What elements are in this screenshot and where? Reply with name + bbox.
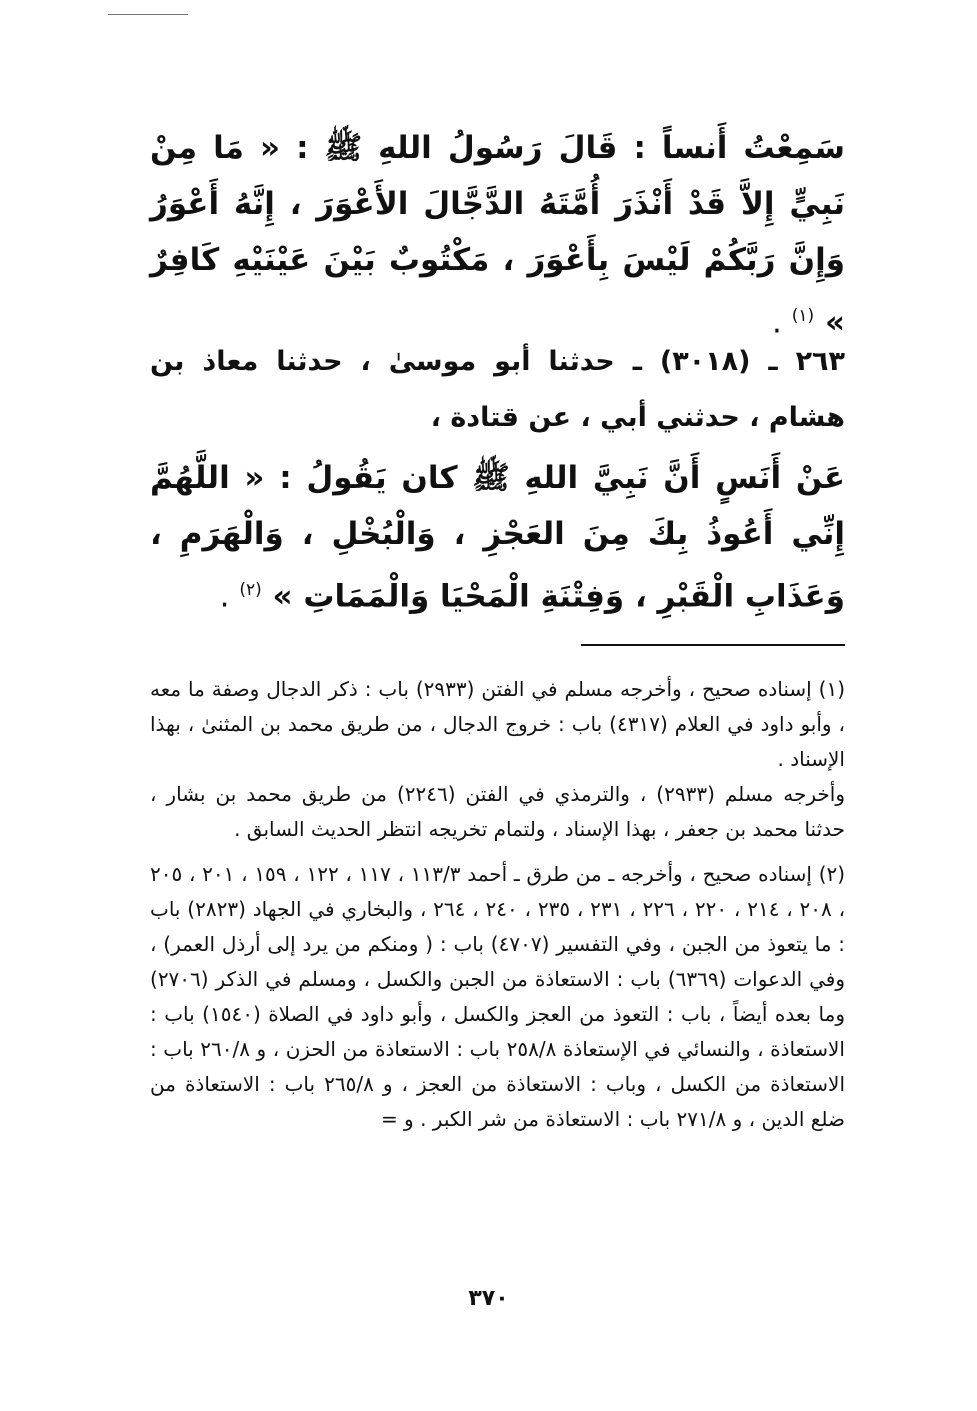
hadith-263-text-block bbox=[150, 450, 845, 624]
footnote-mark-2: (٢) bbox=[239, 580, 262, 600]
footnote-mark-1: (١) bbox=[791, 306, 815, 326]
footnote-1-para-2: وأخرجه مسلم (٢٩٣٣) ، والترمذي في الفتن (٢٢٤٦) من طريق محمد بن بشار ، حدثنا محمد بن جعفر ، بهذا الإسناد ، ولتمام تخريجه انتظر الحديث السابق . bbox=[150, 782, 845, 841]
page-number: ٣٧٠ bbox=[468, 1286, 509, 1311]
footnotes-section bbox=[150, 672, 845, 1137]
hadith-prev-body: سَمِعْتُ أَنساً : قَالَ رَسُولُ اللهِ ﷺ : « مَا مِنْ نَبِيٍّ إِلاَّ قَدْ أَنْذَرَ أُمَّتَهُ الدَّجَّالَ الأَعْوَرَ ، إِنَّهُ أَعْوَرُ وَإِنَّ رَبَّكُمْ لَيْسَ بِأَعْوَرَ ، مَكْتُوبٌ بَيْنَ عَيْنَيْهِ كَافِرٌ » bbox=[150, 130, 845, 341]
hadith-263-text bbox=[150, 450, 845, 624]
hadith-263-end: . bbox=[219, 578, 240, 615]
hadith-prev-text bbox=[150, 120, 845, 350]
hadith-prev-end: . bbox=[772, 304, 792, 341]
footnote-1-para-1: (١) إسناده صحيح ، وأخرجه مسلم في الفتن (٢٩٣٣) باب : ذكر الدجال وصفة ما معه ، وأبو داود في العلام (٤٣١٧) باب : خروج الدجال ، من طريق محمد بن المثنىٰ ، بهذا الإسناد . bbox=[150, 677, 845, 771]
top-decorative-rule bbox=[108, 14, 188, 15]
hadith-prev-block bbox=[150, 120, 845, 350]
hadith-263-head: ٢٦٣ ـ (٣٠١٨) ـ حدثنا أبو موسىٰ ، حدثنا معاذ بن هشام ، حدثني أبي ، عن قتادة ، bbox=[150, 346, 846, 433]
footnote-separator bbox=[581, 644, 845, 646]
hadith-263-head-block bbox=[150, 334, 845, 446]
footnote-2: (٢) إسناده صحيح ، وأخرجه ـ من طرق ـ أحمد ١١٣/٣ ، ١١٧ ، ١٢٢ ، ١٥٩ ، ٢٠١ ، ٢٠٥ ، ٢٠٨ ، ٢١٤ ، ٢٢٠ ، ٢٢٦ ، ٢٣١ ، ٢٣٥ ، ٢٤٠ ، ٢٦٤ ، والبخاري في الجهاد (٢٨٢٣) باب : ما يتعوذ من الجبن ، وفي التفسير (٤٧٠٧) باب : ( ومنكم من يرد إلى أرذل العمر) ، وفي الدعوات (٦٣٦٩) باب : الاستعاذة من الجبن والكسل ، ومسلم في الذكر (٢٧٠٦) وما بعده أيضاً ، باب : التعوذ من العجز والكسل ، وأبو داود في الصلاة (١٥٤٠) باب : الاستعاذة ، والنسائي في الإستعاذة ٢٥٨/٨ باب : الاستعاذة من الحزن ، و ٢٦٠/٨ باب : الاستعاذة من الكسل ، وباب : الاستعاذة من العجز ، و ٢٦٥/٨ باب : الاستعاذة من ضلع الدين ، و ٢٧١/٨ باب : الاستعاذة من شر الكبر . و = bbox=[150, 862, 846, 1131]
hadith-263-body: عَنْ أَنَسٍ أَنَّ نَبِيَّ اللهِ ﷺ كان يَقُولُ : « اللَّهُمَّ إِنِّي أَعُوذُ بِكَ مِنَ العَجْزِ ، وَالْبُخْلِ ، وَالْهَرَمِ ، وَعَذَابِ الْقَبْرِ ، وَفِتْنَةِ الْمَحْيَا وَالْمَمَاتِ » bbox=[150, 460, 845, 615]
